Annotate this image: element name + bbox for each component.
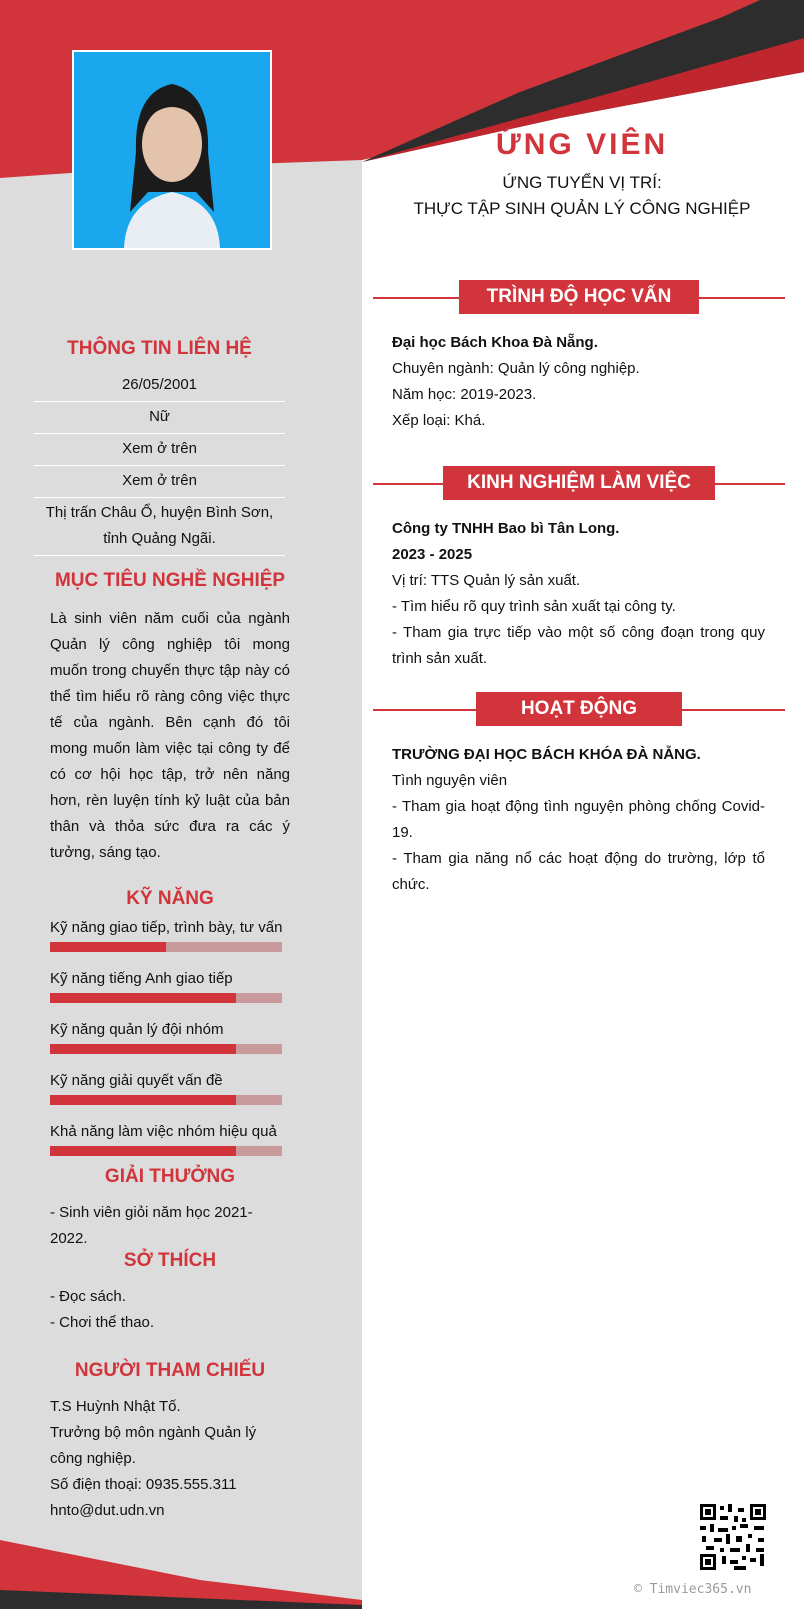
skill-bar <box>50 1146 282 1156</box>
skill-item <box>50 918 290 952</box>
activities-title: HOẠT ĐỘNG <box>476 692 682 726</box>
hobby-item: - Chơi thể thao. <box>50 1314 155 1331</box>
contact-title: THÔNG TIN LIÊN HỆ <box>67 338 252 359</box>
activities-line: Tình nguyện viên <box>392 772 508 789</box>
reference-phone: Số điện thoại: 0935.555.311 <box>50 1476 237 1493</box>
reference-role: Trưởng bộ môn ngành Quản lý công nghiệp. <box>50 1424 257 1467</box>
skill-bar-fill <box>50 1044 236 1054</box>
hobby-item: - Đọc sách. <box>50 1288 126 1305</box>
experience-header <box>373 466 785 502</box>
contact-address: Thị trấn Châu Ổ, huyện Bình Sơn, tỉnh Quảng Ngãi. <box>34 498 285 556</box>
hobbies-section <box>50 1250 290 1336</box>
watermark: © Timviec365.vn <box>634 1582 752 1597</box>
hobbies-title: SỞ THÍCH <box>123 1250 217 1271</box>
qr-code <box>698 1502 768 1572</box>
experience-company: Công ty TNHH Bao bì Tân Long. <box>392 520 620 537</box>
skill-name: Kỹ năng giải quyết vấn đề <box>50 1072 223 1089</box>
skill-bar <box>50 993 282 1003</box>
contact-section <box>34 338 285 556</box>
header <box>360 128 804 222</box>
education-line: Năm học: 2019-2023. <box>392 386 537 403</box>
activities-line: - Tham gia hoạt động tình nguyện phòng chống Covid-19. <box>392 798 765 841</box>
reference-email: hnto@dut.udn.vn <box>50 1502 165 1519</box>
skill-bar-fill <box>50 993 236 1003</box>
contact-email: Xem ở trên <box>34 466 285 498</box>
skill-item <box>50 1071 290 1105</box>
experience-line: - Tìm hiểu rõ quy trình sản xuất tại công ty. <box>392 598 676 615</box>
activities-org: TRƯỜNG ĐẠI HỌC BÁCH KHÓA ĐÀ NẴNG. <box>392 746 701 763</box>
objective-text: Là sinh viên năm cuối của ngành Quản lý công nghiệp tôi mong muốn trong chuyến thực tập này có thể tìm hiểu rõ ràng công việc thực tế của ngành. Bên cạnh đó tôi mong muốn làm việc tại công ty để có cơ hội học tập, trở nên năng hơn, rèn luyện tính kỷ luật của bản thân và thỏa sức đưa ra các ý tưởng, sáng tạo. <box>50 610 290 861</box>
skill-name: Kỹ năng tiếng Anh giao tiếp <box>50 970 233 987</box>
education-title: TRÌNH ĐỘ HỌC VẤN <box>459 280 699 314</box>
awards-title: GIẢI THƯỞNG <box>104 1166 236 1187</box>
skill-item <box>50 969 290 1003</box>
skill-bar-fill <box>50 1146 236 1156</box>
skill-bar <box>50 942 282 952</box>
skill-item <box>50 1020 290 1054</box>
reference-name: T.S Huỳnh Nhật Tố. <box>50 1398 181 1415</box>
experience-line: - Tham gia trực tiếp vào một số công đoạn trong quy trình sản xuất. <box>392 624 765 667</box>
skill-name: Kỹ năng quản lý đội nhóm <box>50 1021 224 1038</box>
education-header <box>373 280 785 316</box>
skills-section <box>50 888 290 1173</box>
skill-bar-fill <box>50 942 166 952</box>
objective-title: MỤC TIÊU NGHỀ NGHIỆP <box>54 570 286 591</box>
skill-item <box>50 1122 290 1156</box>
contact-birthdate: 26/05/2001 <box>34 370 285 402</box>
contact-gender: Nữ <box>34 402 285 434</box>
objective-section <box>50 570 290 866</box>
candidate-name: ỨNG VIÊN <box>495 128 669 161</box>
education-line: Xếp loại: Khá. <box>392 412 486 429</box>
education-line: Chuyên ngành: Quản lý công nghiệp. <box>392 360 640 377</box>
activities-header <box>373 692 785 728</box>
avatar-photo <box>72 50 272 250</box>
position-value: THỰC TẬP SINH QUẢN LÝ CÔNG NGHIỆP <box>413 199 751 218</box>
experience-title: KINH NGHIỆM LÀM VIỆC <box>443 466 715 500</box>
skill-name: Kỹ năng giao tiếp, trình bày, tư vấn <box>50 919 283 936</box>
references-section <box>50 1360 290 1524</box>
experience-line: Vị trí: TTS Quản lý sản xuất. <box>392 572 581 589</box>
skill-bar <box>50 1044 282 1054</box>
activities-line: - Tham gia năng nổ các hoạt động do trường, lớp tổ chức. <box>392 850 765 893</box>
skill-bar <box>50 1095 282 1105</box>
experience-section <box>392 516 765 672</box>
skill-name: Khả năng làm việc nhóm hiệu quả <box>50 1123 277 1140</box>
avatar-illustration <box>74 52 270 248</box>
contact-phone: Xem ở trên <box>34 434 285 466</box>
award-item: - Sinh viên giỏi năm học 2021-2022. <box>50 1204 253 1247</box>
education-section <box>392 330 765 434</box>
skills-title: KỸ NĂNG <box>126 888 214 909</box>
activities-section <box>392 742 765 898</box>
education-school: Đại học Bách Khoa Đà Nẵng. <box>392 334 598 351</box>
experience-period: 2023 - 2025 <box>392 546 473 563</box>
position-label: ỨNG TUYỂN VỊ TRÍ: <box>502 173 662 192</box>
awards-section <box>50 1166 290 1252</box>
references-title: NGƯỜI THAM CHIẾU <box>74 1360 266 1381</box>
skill-bar-fill <box>50 1095 236 1105</box>
